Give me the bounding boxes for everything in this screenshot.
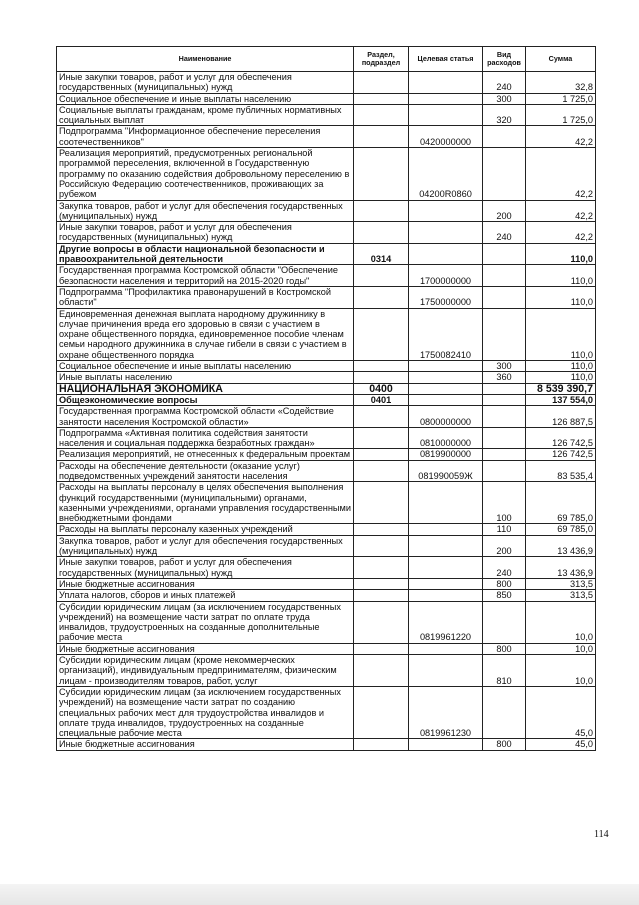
cell-amount: 110,0 [526,286,596,308]
cell-section [354,126,409,148]
cell-target [409,222,483,244]
cell-expense-type [483,406,526,428]
table-row [57,427,596,449]
cell-expense-type: 850 [483,590,526,601]
table-header-row [57,47,596,72]
table-row [57,222,596,244]
cell-expense-type [483,148,526,200]
cell-target: 0819961220 [409,601,483,643]
cell-expense-type: 240 [483,557,526,579]
cell-amount: 42,2 [526,200,596,222]
cell-section [354,286,409,308]
cell-name: Иные выплаты населению [57,372,354,383]
cell-target: 0420000000 [409,126,483,148]
cell-target: 1700000000 [409,265,483,287]
cell-section [354,200,409,222]
cell-expense-type [483,460,526,482]
cell-target [409,655,483,687]
table-row [57,126,596,148]
cell-expense-type [483,601,526,643]
cell-amount: 45,0 [526,686,596,738]
cell-name: Субсидии юридическим лицам (за исключением государственных учреждений) на возмещение части затрат по оплате труда инвалидов, трудоустроенных на созданные дополнительные рабочие места [57,601,354,643]
table-row [57,449,596,460]
cell-expense-type [483,383,526,394]
cell-section [354,655,409,687]
cell-target: 081990059Ж [409,460,483,482]
cell-target: 0810000000 [409,427,483,449]
cell-target: 0819961230 [409,686,483,738]
cell-expense-type: 200 [483,535,526,557]
table-row [57,601,596,643]
cell-section: 0400 [354,383,409,394]
cell-amount: 110,0 [526,308,596,360]
cell-amount: 126 887,5 [526,406,596,428]
table-row [57,72,596,94]
cell-amount: 45,0 [526,739,596,750]
cell-amount: 69 785,0 [526,482,596,524]
cell-expense-type: 300 [483,93,526,104]
cell-section [354,361,409,372]
cell-amount: 126 742,5 [526,427,596,449]
table-row [57,93,596,104]
table-row [57,308,596,360]
cell-target [409,72,483,94]
table-row [57,383,596,394]
cell-target [409,394,483,405]
cell-section [354,93,409,104]
cell-section [354,449,409,460]
cell-name: Закупка товаров, работ и услуг для обеспечения государственных (муниципальных) нужд [57,200,354,222]
cell-expense-type: 200 [483,200,526,222]
cell-amount: 8 539 390,7 [526,383,596,394]
cell-target [409,535,483,557]
table-row [57,590,596,601]
cell-expense-type [483,394,526,405]
cell-amount: 110,0 [526,265,596,287]
cell-amount: 32,8 [526,72,596,94]
cell-target: 04200R0860 [409,148,483,200]
cell-amount: 110,0 [526,243,596,265]
cell-section [354,482,409,524]
table-row [57,361,596,372]
cell-expense-type: 320 [483,104,526,126]
cell-section [354,535,409,557]
cell-amount: 13 436,9 [526,557,596,579]
cell-section [354,601,409,643]
cell-expense-type: 300 [483,361,526,372]
cell-amount: 10,0 [526,643,596,654]
table-row [57,406,596,428]
cell-name: Иные закупки товаров, работ и услуг для обеспечения государственных (муниципальных) нужд [57,222,354,244]
cell-name: Подпрограмма "Информационное обеспечение переселения соотечественников" [57,126,354,148]
table-row [57,686,596,738]
cell-amount: 13 436,9 [526,535,596,557]
cell-target: 1750082410 [409,308,483,360]
cell-name: Реализация мероприятий, предусмотренных региональной программой переселения, включенной в Государственную программу по оказанию содействия добровольному переселению в Российскую Федерацию соотечественников, проживающих за рубежом [57,148,354,200]
cell-target [409,372,483,383]
cell-expense-type: 800 [483,643,526,654]
cell-expense-type: 800 [483,739,526,750]
table-row [57,535,596,557]
cell-section [354,372,409,383]
cell-amount: 10,0 [526,601,596,643]
cell-amount: 110,0 [526,372,596,383]
budget-table [56,46,596,751]
table-row [57,482,596,524]
table-row [57,286,596,308]
cell-name: Государственная программа Костромской области «Содействие занятости населения Костромской области» [57,406,354,428]
cell-name: Социальные выплаты гражданам, кроме публичных нормативных социальных выплат [57,104,354,126]
scan-edge [0,884,639,905]
cell-expense-type [483,449,526,460]
cell-name: Расходы на выплаты персоналу в целях обеспечения выполнения функций государственными (муниципальными) органами, казенными учреждениями, органами управления государственными внебюджетными фондами [57,482,354,524]
cell-amount: 313,5 [526,578,596,589]
cell-target [409,590,483,601]
cell-amount: 83 535,4 [526,460,596,482]
cell-target [409,361,483,372]
cell-target [409,524,483,535]
cell-name: Иные закупки товаров, работ и услуг для обеспечения государственных (муниципальных) нужд [57,557,354,579]
cell-expense-type [483,686,526,738]
cell-name: Государственная программа Костромской области "Обеспечение безопасности населения и территорий на 2015-2020 годы" [57,265,354,287]
cell-section [354,406,409,428]
cell-name: Иные бюджетные ассигнования [57,643,354,654]
table-row [57,460,596,482]
cell-name: Расходы на обеспечение деятельности (оказание услуг) подведомственных учреждений занятости населения [57,460,354,482]
header-section: Раздел, подраздел [354,47,409,72]
table-row [57,243,596,265]
table-row [57,643,596,654]
cell-amount: 126 742,5 [526,449,596,460]
cell-expense-type [483,286,526,308]
cell-section [354,72,409,94]
cell-expense-type [483,243,526,265]
cell-expense-type: 100 [483,482,526,524]
cell-section [354,427,409,449]
cell-section [354,578,409,589]
cell-section [354,104,409,126]
cell-amount: 313,5 [526,590,596,601]
cell-amount: 10,0 [526,655,596,687]
cell-target [409,482,483,524]
table-row [57,739,596,750]
table-row [57,148,596,200]
cell-expense-type [483,308,526,360]
cell-section: 0314 [354,243,409,265]
cell-section [354,222,409,244]
cell-section [354,686,409,738]
cell-target [409,104,483,126]
cell-name: Расходы на выплаты персоналу казенных учреждений [57,524,354,535]
cell-expense-type [483,126,526,148]
cell-section [354,524,409,535]
cell-name: Реализация мероприятий, не отнесенных к федеральным проектам [57,449,354,460]
cell-section: 0401 [354,394,409,405]
page-number: 114 [594,829,609,840]
cell-amount: 110,0 [526,361,596,372]
cell-name: Иные бюджетные ассигнования [57,739,354,750]
cell-expense-type [483,265,526,287]
header-expense-type: Вид расходов [483,47,526,72]
cell-name: Другие вопросы в области национальной безопасности и правоохранительной деятельности [57,243,354,265]
table-row [57,557,596,579]
cell-name: Единовременная денежная выплата народному дружиннику в случае причинения вреда его здоровью в связи с участием в охране общественного порядка, единовременное пособие членам семьи народного дружинника в случае гибели в связи с участием в охране общественного порядка [57,308,354,360]
table-row [57,524,596,535]
cell-amount: 42,2 [526,222,596,244]
cell-name: Субсидии юридическим лицам (за исключением государственных учреждений) на возмещение части затрат по созданию специальных рабочих мест для трудоустройства инвалидов и оплате труда инвалидов, трудоустроенных на созданные специальные рабочие места [57,686,354,738]
cell-target: 1750000000 [409,286,483,308]
cell-target [409,383,483,394]
cell-section [354,643,409,654]
cell-section [354,308,409,360]
table-row [57,200,596,222]
cell-target [409,200,483,222]
cell-expense-type: 240 [483,222,526,244]
cell-target [409,578,483,589]
cell-name: Субсидии юридическим лицам (кроме некоммерческих организаций), индивидуальным предпринимателям, физическим лицам - производителям товаров, работ, услуг [57,655,354,687]
cell-section [354,265,409,287]
cell-target: 0819900000 [409,449,483,460]
table-row [57,265,596,287]
cell-name: Социальное обеспечение и иные выплаты населению [57,361,354,372]
cell-name: Закупка товаров, работ и услуг для обеспечения государственных (муниципальных) нужд [57,535,354,557]
cell-amount: 137 554,0 [526,394,596,405]
header-amount: Сумма [526,47,596,72]
cell-name: Иные закупки товаров, работ и услуг для обеспечения государственных (муниципальных) нужд [57,72,354,94]
table-row [57,104,596,126]
cell-name: НАЦИОНАЛЬНАЯ ЭКОНОМИКА [57,383,354,394]
cell-section [354,590,409,601]
cell-name: Социальное обеспечение и иные выплаты населению [57,93,354,104]
cell-amount: 1 725,0 [526,93,596,104]
cell-target [409,643,483,654]
cell-amount: 42,2 [526,126,596,148]
header-name: Наименование [57,47,354,72]
table-row [57,372,596,383]
cell-target [409,557,483,579]
cell-amount: 1 725,0 [526,104,596,126]
cell-name: Подпрограмма «Активная политика содействия занятости населения и социальная поддержка безработных граждан» [57,427,354,449]
cell-section [354,148,409,200]
table-body [57,72,596,751]
cell-name: Иные бюджетные ассигнования [57,578,354,589]
table-row [57,394,596,405]
cell-target [409,93,483,104]
cell-name: Подпрограмма "Профилактика правонарушений в Костромской области" [57,286,354,308]
cell-target [409,243,483,265]
cell-section [354,739,409,750]
cell-expense-type: 810 [483,655,526,687]
header-target: Целевая статья [409,47,483,72]
cell-amount: 42,2 [526,148,596,200]
cell-section [354,557,409,579]
cell-name: Уплата налогов, сборов и иных платежей [57,590,354,601]
cell-section [354,460,409,482]
cell-expense-type [483,427,526,449]
table-row [57,655,596,687]
cell-expense-type: 240 [483,72,526,94]
cell-target [409,739,483,750]
cell-name: Общеэкономические вопросы [57,394,354,405]
cell-amount: 69 785,0 [526,524,596,535]
cell-expense-type: 110 [483,524,526,535]
cell-expense-type: 360 [483,372,526,383]
cell-target: 0800000000 [409,406,483,428]
table-row [57,578,596,589]
cell-expense-type: 800 [483,578,526,589]
